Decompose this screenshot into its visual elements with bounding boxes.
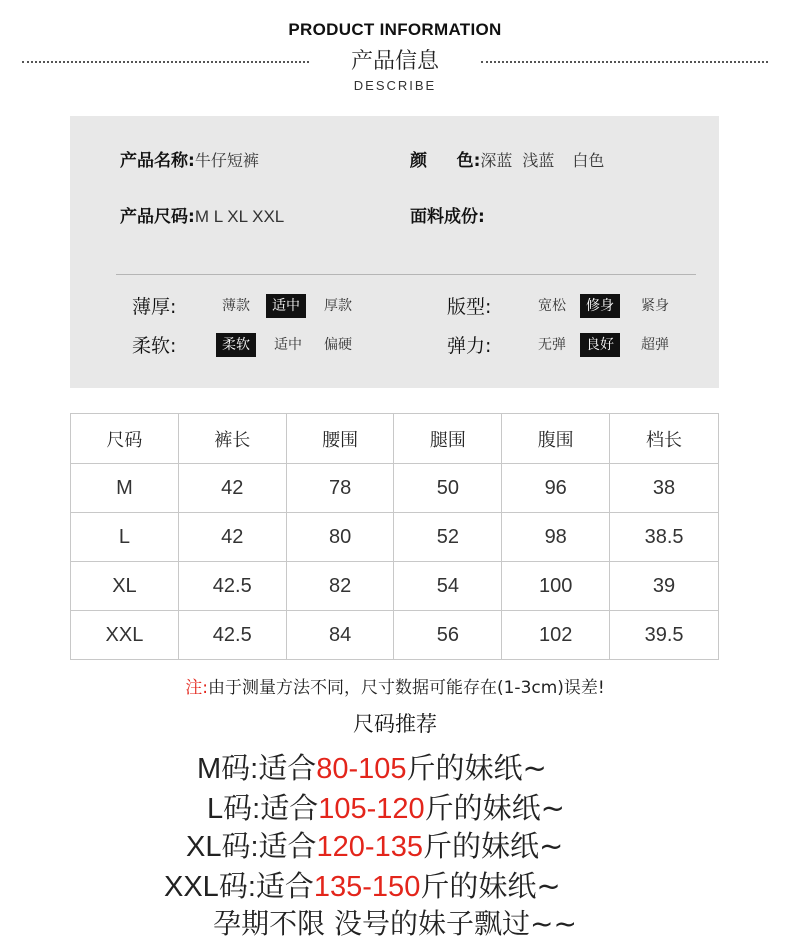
recommend-title: 尺码推荐 — [353, 712, 437, 736]
table-cell: 50 — [394, 464, 502, 513]
recommend-range: 120-135 — [316, 831, 423, 863]
title-en: PRODUCT INFORMATION — [288, 20, 502, 39]
table-cell: 38.5 — [610, 513, 719, 562]
recommend-range: 80-105 — [316, 753, 407, 785]
table-row — [71, 562, 719, 611]
recommend-line-xxl — [164, 864, 561, 905]
table-cell: M — [71, 464, 179, 513]
table-cell: 42 — [178, 513, 286, 562]
table-cell: L — [71, 513, 179, 562]
recommend-size: XXL码: — [164, 871, 256, 903]
table-cell: 52 — [394, 513, 502, 562]
attr-fit-opt-2: 修身 — [580, 294, 620, 318]
col-header-rise: 档长 — [610, 414, 719, 464]
table-cell: 96 — [502, 464, 610, 513]
section-header — [0, 18, 790, 98]
recommend-footer: 孕期不限 没号的妹子飘过~~ — [213, 907, 577, 940]
recommend-pre: 适合 — [255, 869, 314, 903]
product-size-row — [120, 202, 284, 227]
attr-softness-label: 柔软: — [132, 335, 177, 357]
attr-fit-opt-1: 宽松 — [538, 298, 566, 314]
col-header-length: 裤长 — [178, 414, 286, 464]
attr-softness-opt-1: 柔软 — [216, 333, 256, 357]
size-table-header — [71, 414, 719, 464]
col-header-waist: 腰围 — [286, 414, 394, 464]
table-cell: XL — [71, 562, 179, 611]
product-size-value: M L XL XXL — [194, 207, 285, 226]
attr-elasticity-opt-1: 无弹 — [538, 337, 566, 353]
table-cell: XXL — [71, 611, 179, 660]
attr-thickness-label: 薄厚: — [132, 296, 177, 318]
recommend-size: M码: — [197, 753, 259, 785]
color-value-2: 浅蓝 — [522, 151, 555, 170]
attr-thickness-opt-3: 厚款 — [324, 298, 352, 314]
attr-elasticity-opt-2: 良好 — [580, 333, 620, 357]
recommend-line-m — [197, 746, 547, 787]
table-cell: 100 — [502, 562, 610, 611]
note-prefix: 注: — [185, 678, 208, 698]
table-cell: 80 — [286, 513, 394, 562]
attr-elasticity-label: 弹力: — [447, 335, 492, 357]
table-cell: 42 — [178, 464, 286, 513]
table-row — [71, 513, 719, 562]
col-header-size: 尺码 — [71, 414, 179, 464]
table-cell: 39.5 — [610, 611, 719, 660]
table-cell: 39 — [610, 562, 719, 611]
product-name-value: 牛仔短裤 — [194, 151, 259, 170]
product-name-label: 产品名称: — [120, 151, 195, 171]
table-cell: 42.5 — [178, 611, 286, 660]
table-cell: 78 — [286, 464, 394, 513]
recommend-post: 斤的妹纸~ — [420, 869, 561, 903]
color-row — [410, 146, 604, 171]
table-cell: 56 — [394, 611, 502, 660]
table-cell: 42.5 — [178, 562, 286, 611]
color-label: 颜 色: — [410, 151, 481, 171]
product-name-row — [120, 146, 259, 171]
table-row — [71, 611, 719, 660]
info-panel — [70, 116, 719, 388]
attr-elasticity-opt-3: 超弹 — [641, 337, 669, 353]
table-cell: 84 — [286, 611, 394, 660]
table-cell: 54 — [394, 562, 502, 611]
attr-thickness-opt-1: 薄款 — [222, 298, 250, 314]
table-cell: 82 — [286, 562, 394, 611]
fabric-row — [410, 202, 485, 227]
recommend-range: 135-150 — [313, 871, 421, 903]
title-cn: 产品信息 — [350, 49, 439, 74]
table-cell: 98 — [502, 513, 610, 562]
recommend-line-l — [207, 786, 565, 827]
recommend-post: 斤的妹纸~ — [424, 791, 565, 825]
table-row — [71, 464, 719, 513]
recommend-range: 105-120 — [318, 793, 425, 825]
recommend-post: 斤的妹纸~ — [406, 751, 547, 785]
note-text: 由于测量方法不同，尺寸数据可能存在(1-3cm)误差! — [207, 678, 605, 698]
size-table — [70, 413, 719, 660]
attr-softness-opt-3: 偏硬 — [324, 337, 352, 353]
product-size-label: 产品尺码: — [120, 207, 195, 227]
table-cell: 102 — [502, 611, 610, 660]
table-cell: 38 — [610, 464, 719, 513]
recommend-pre: 适合 — [260, 791, 319, 825]
recommend-size: XL码: — [186, 831, 259, 863]
recommend-pre: 适合 — [258, 751, 317, 785]
color-value-3: 白色 — [572, 151, 605, 170]
recommend-line-xl — [186, 824, 563, 865]
info-divider — [116, 274, 696, 275]
recommend-post: 斤的妹纸~ — [422, 829, 564, 863]
recommend-size: L码: — [207, 793, 261, 825]
color-value-1: 深蓝 — [480, 151, 513, 170]
attr-thickness-opt-2: 适中 — [266, 294, 306, 318]
measurement-note — [0, 673, 790, 698]
fabric-label: 面料成份: — [410, 207, 485, 227]
attr-softness-opt-2: 适中 — [274, 337, 302, 353]
col-header-belly: 腹围 — [502, 414, 610, 464]
recommend-pre: 适合 — [258, 829, 317, 863]
subtitle: DESCRIBE — [353, 78, 437, 93]
attr-fit-label: 版型: — [447, 296, 492, 318]
attr-fit-opt-3: 紧身 — [641, 298, 669, 314]
divider-right — [481, 61, 768, 63]
col-header-thigh: 腿围 — [394, 414, 502, 464]
